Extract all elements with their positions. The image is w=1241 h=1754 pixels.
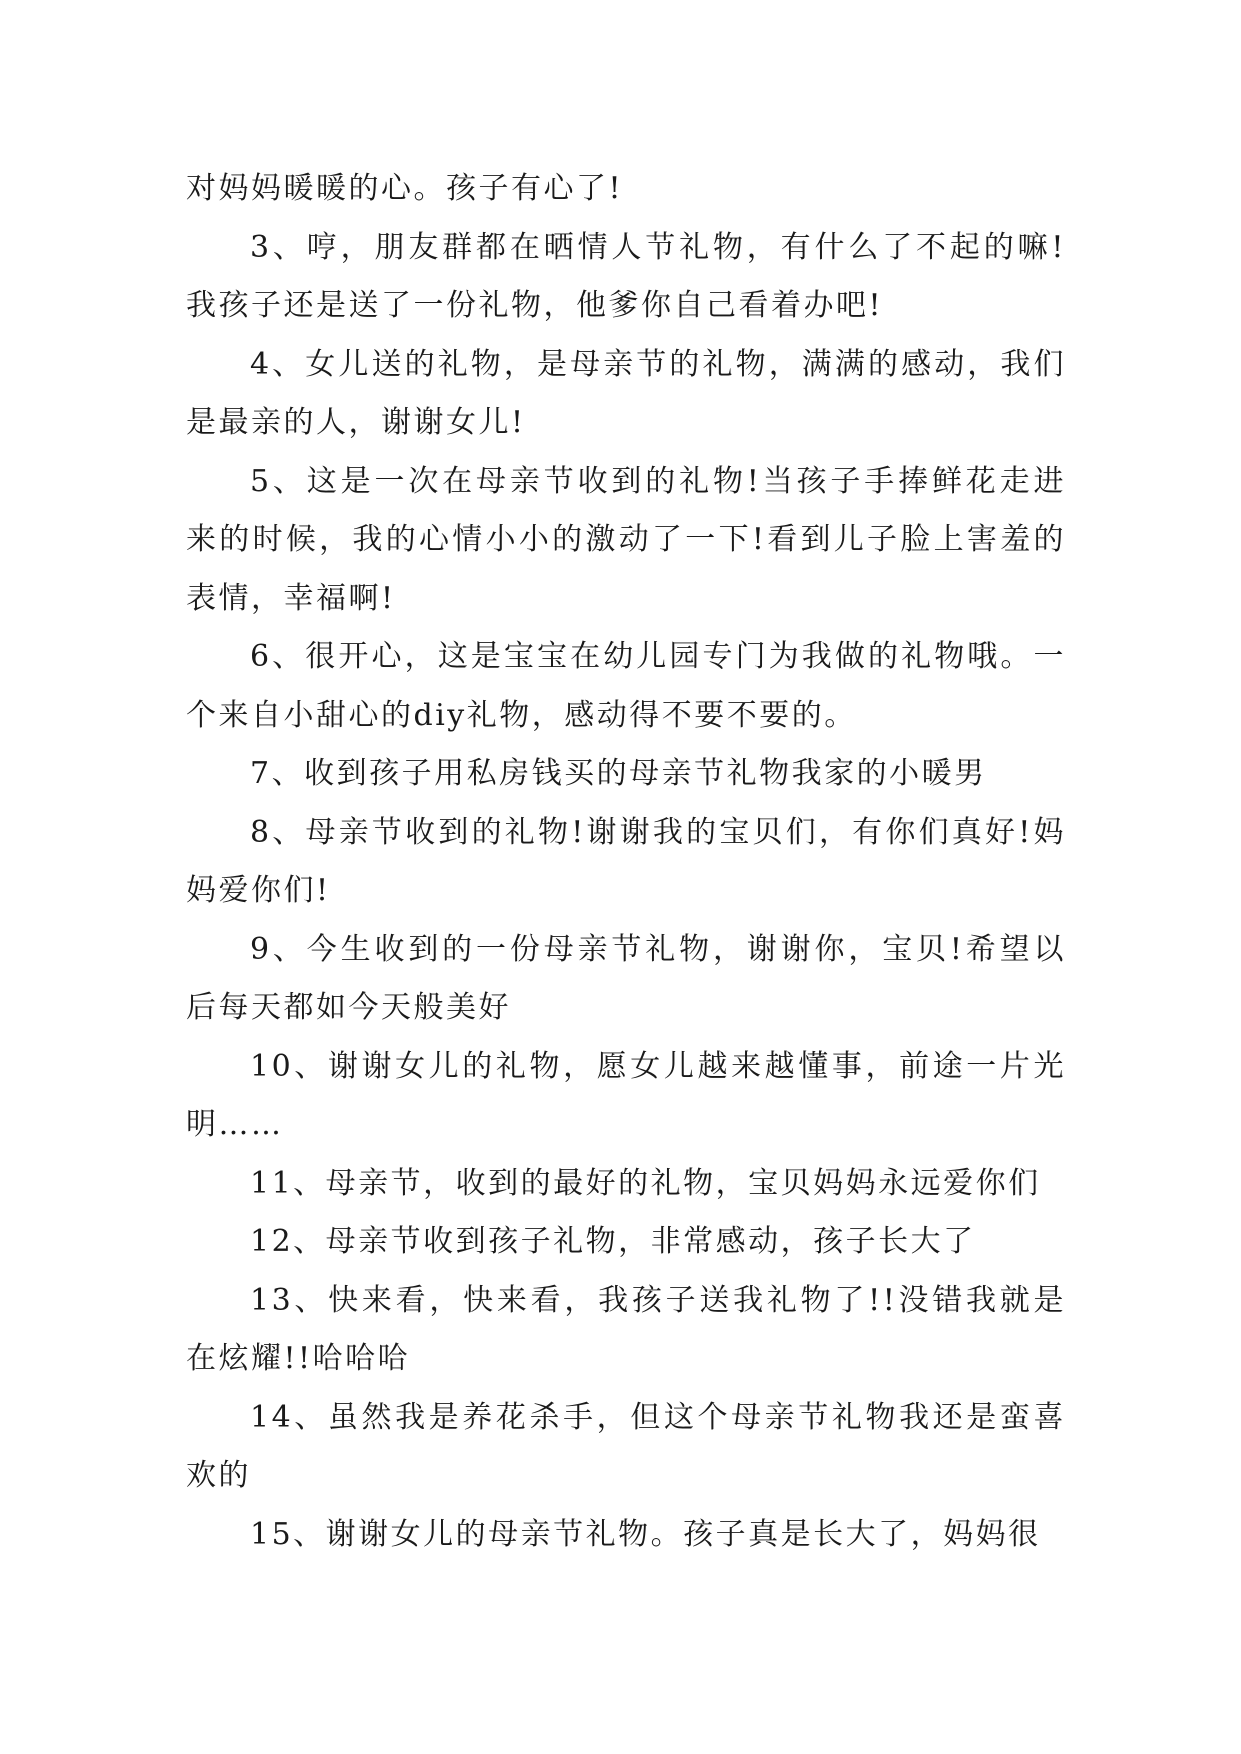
paragraph: 12、母亲节收到孩子礼物，非常感动，孩子长大了: [250, 1224, 976, 1259]
paragraph: 15、谢谢女儿的母亲节礼物。孩子真是长大了，妈妈很: [250, 1516, 1041, 1552]
paragraph: 4、女儿送的礼物，是母亲节的礼物，满满的感动，我们是最亲的人，谢谢女儿!: [186, 346, 1066, 440]
paragraph: 6、很开心，这是宝宝在幼儿园专门为我做的礼物哦。一个来自小甜心的diy礼物，感动得不要不要的。: [186, 639, 1066, 733]
paragraph: 9、今生收到的一份母亲节礼物，谢谢你，宝贝!希望以后每天都如今天般美好: [186, 931, 1066, 1025]
paragraph: 5、这是一次在母亲节收到的礼物!当孩子手捧鲜花走进来的时候，我的心情小小的激动了一下!看到儿子脸上害羞的表情，幸福啊!: [186, 463, 1066, 616]
paragraph: 对妈妈暖暖的心。孩子有心了!: [186, 171, 624, 206]
body-text: [186, 160, 1066, 1564]
paragraph: 3、哼，朋友群都在晒情人节礼物，有什么了不起的嘛!我孩子还是送了一份礼物，他爹你自己看着办吧!: [186, 229, 1066, 323]
paragraph: 10、谢谢女儿的礼物，愿女儿越来越懂事，前途一片光明……: [186, 1048, 1066, 1142]
paragraph: 7、收到孩子用私房钱买的母亲节礼物我家的小暖男: [250, 756, 987, 791]
paragraph: 8、母亲节收到的礼物!谢谢我的宝贝们，有你们真好!妈妈爱你们!: [186, 814, 1066, 908]
paragraph: 11、母亲节，收到的最好的礼物，宝贝妈妈永远爱你们: [250, 1165, 1041, 1201]
paragraph: 13、快来看，快来看，我孩子送我礼物了!!没错我就是在炫耀!!哈哈哈: [186, 1282, 1066, 1376]
paragraph: 14、虽然我是养花杀手，但这个母亲节礼物我还是蛮喜欢的: [186, 1399, 1066, 1493]
